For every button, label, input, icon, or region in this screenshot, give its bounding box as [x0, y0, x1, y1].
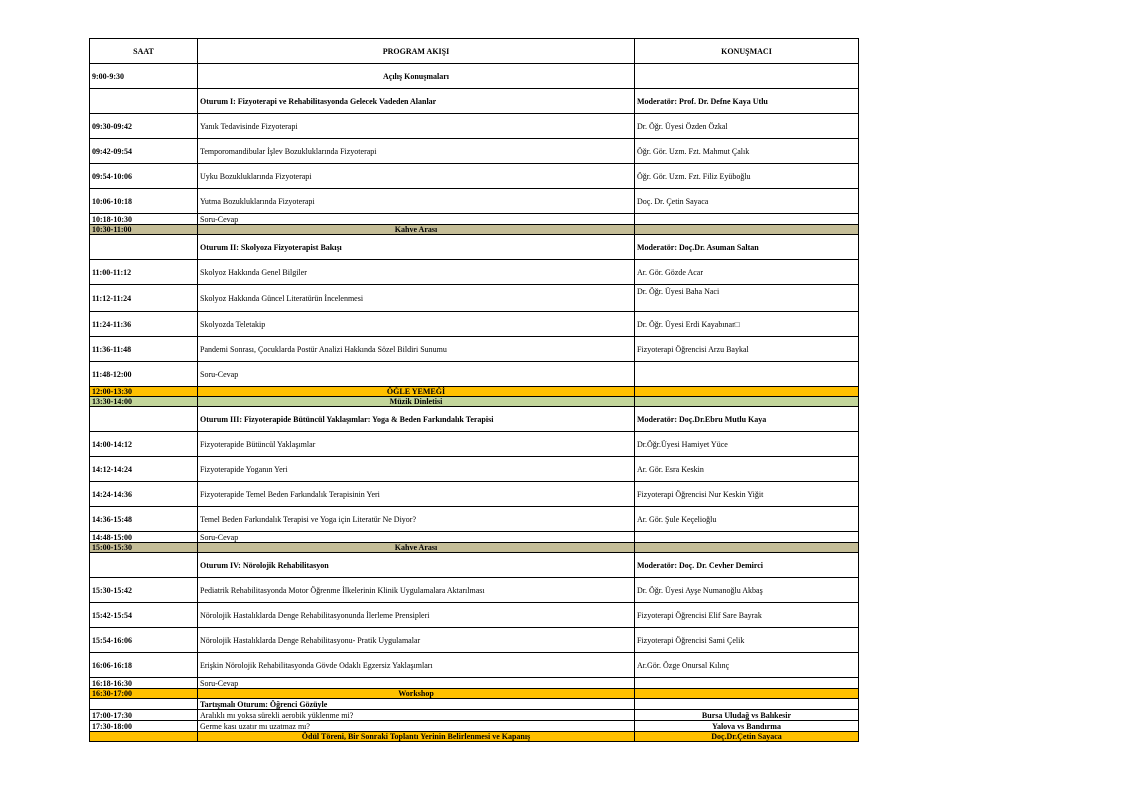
schedule-row	[90, 164, 859, 189]
row-program: Oturum II: Skolyoza Fizyoterapist Bakışı	[198, 235, 635, 260]
schedule-row	[90, 689, 859, 699]
schedule-row	[90, 578, 859, 603]
row-speaker: Ar.Gör. Özge Onursal Kılınç	[635, 653, 859, 678]
row-time: 16:30-17:00	[90, 689, 198, 699]
row-time: 15:30-15:42	[90, 578, 198, 603]
row-program: Ödül Töreni, Bir Sonraki Toplantı Yerinin Belirlenmesi ve Kapanış	[198, 732, 635, 742]
row-program: Temporomandibular İşlev Bozukluklarında Fizyoterapi	[198, 139, 635, 164]
schedule-row	[90, 553, 859, 578]
row-program: Germe kası uzatır mı uzatmaz mı?	[198, 721, 635, 732]
row-time	[90, 89, 198, 114]
schedule-row	[90, 285, 859, 312]
schedule-row	[90, 710, 859, 721]
row-program: Kahve Arası	[198, 225, 635, 235]
schedule-row	[90, 678, 859, 689]
row-speaker	[635, 689, 859, 699]
row-program: Soru-Cevap	[198, 678, 635, 689]
header-program: PROGRAM AKIŞI	[198, 39, 635, 64]
header-time: SAAT	[90, 39, 198, 64]
header-row	[90, 39, 859, 64]
schedule-row	[90, 543, 859, 553]
row-program: Temel Beden Farkındalık Terapisi ve Yoga için Literatür Ne Diyor?	[198, 507, 635, 532]
row-time: 14:24-14:36	[90, 482, 198, 507]
row-time: 11:24-11:36	[90, 312, 198, 337]
row-program: Workshop	[198, 689, 635, 699]
row-program: Skolyozda Teletakip	[198, 312, 635, 337]
row-program: Pandemi Sonrası, Çocuklarda Postür Analizi Hakkında Sözel Bildiri Sunumu	[198, 337, 635, 362]
row-program: Soru-Cevap	[198, 214, 635, 225]
schedule-row	[90, 312, 859, 337]
schedule-row	[90, 362, 859, 387]
row-speaker: Fizyoterapi Öğrencisi Elif Sare Bayrak	[635, 603, 859, 628]
schedule-row	[90, 699, 859, 710]
row-speaker	[635, 543, 859, 553]
row-time: 17:30-18:00	[90, 721, 198, 732]
row-time: 15:42-15:54	[90, 603, 198, 628]
schedule-row	[90, 139, 859, 164]
row-speaker: Dr. Öğr. Üyesi Baha Naci	[635, 285, 859, 312]
row-time: 16:06-16:18	[90, 653, 198, 678]
schedule-row	[90, 457, 859, 482]
row-speaker: Moderatör: Doç. Dr. Cevher Demirci	[635, 553, 859, 578]
row-time	[90, 407, 198, 432]
row-speaker: Fizyoterapi Öğrencisi Sami Çelik	[635, 628, 859, 653]
schedule-row	[90, 89, 859, 114]
row-speaker	[635, 699, 859, 710]
schedule-row	[90, 721, 859, 732]
row-speaker: Fizyoterapi Öğrencisi Nur Keskin Yiğit	[635, 482, 859, 507]
schedule-row	[90, 397, 859, 407]
row-speaker: Dr. Öğr. Üyesi Özden Özkal	[635, 114, 859, 139]
row-program: Aralıklı mı yoksa sürekli aerobik yüklenme mi?	[198, 710, 635, 721]
row-time	[90, 699, 198, 710]
row-program: Pediatrik Rehabilitasyonda Motor Öğrenme İlkelerinin Klinik Uygulamalara Aktarılması	[198, 578, 635, 603]
schedule-row	[90, 189, 859, 214]
schedule-row	[90, 628, 859, 653]
row-program: Müzik Dinletisi	[198, 397, 635, 407]
row-time: 11:36-11:48	[90, 337, 198, 362]
row-program: Skolyoz Hakkında Güncel Literatürün İncelenmesi	[198, 285, 635, 312]
row-speaker: Doç.Dr.Çetin Sayaca	[635, 732, 859, 742]
header-speaker: KONUŞMACI	[635, 39, 859, 64]
row-time: 10:18-10:30	[90, 214, 198, 225]
row-time: 12:00-13:30	[90, 387, 198, 397]
row-speaker: Moderatör: Doç.Dr. Asuman Saltan	[635, 235, 859, 260]
row-time: 09:42-09:54	[90, 139, 198, 164]
row-time: 14:36-15:48	[90, 507, 198, 532]
row-time: 9:00-9:30	[90, 64, 198, 89]
row-speaker: Bursa Uludağ vs Balıkesir	[635, 710, 859, 721]
row-speaker: Moderatör: Doç.Dr.Ebru Mutlu Kaya	[635, 407, 859, 432]
row-speaker: Yalova vs Bandırma	[635, 721, 859, 732]
schedule-row	[90, 603, 859, 628]
row-program: Nörolojik Hastalıklarda Denge Rehabilitasyonu- Pratik Uygulamalar	[198, 628, 635, 653]
row-speaker	[635, 678, 859, 689]
row-time	[90, 553, 198, 578]
row-speaker: Dr. Öğr. Üyesi Erdi Kayabınar□	[635, 312, 859, 337]
schedule-row	[90, 387, 859, 397]
row-time: 14:12-14:24	[90, 457, 198, 482]
schedule-row	[90, 214, 859, 225]
row-speaker	[635, 225, 859, 235]
row-time: 14:48-15:00	[90, 532, 198, 543]
schedule-row	[90, 732, 859, 742]
row-program: Oturum IV: Nörolojik Rehabilitasyon	[198, 553, 635, 578]
row-speaker: Ar. Gör. Gözde Acar	[635, 260, 859, 285]
schedule-row	[90, 507, 859, 532]
row-program: Soru-Cevap	[198, 362, 635, 387]
schedule-row	[90, 482, 859, 507]
row-speaker	[635, 397, 859, 407]
row-speaker	[635, 362, 859, 387]
row-program: Kahve Arası	[198, 543, 635, 553]
schedule-row	[90, 532, 859, 543]
row-speaker: Doç. Dr. Çetin Sayaca	[635, 189, 859, 214]
row-program: Soru-Cevap	[198, 532, 635, 543]
row-program: Skolyoz Hakkında Genel Bilgiler	[198, 260, 635, 285]
row-speaker: Ar. Gör. Şule Keçelioğlu	[635, 507, 859, 532]
row-time	[90, 235, 198, 260]
row-speaker: Moderatör: Prof. Dr. Defne Kaya Utlu	[635, 89, 859, 114]
row-time: 14:00-14:12	[90, 432, 198, 457]
row-program: Yutma Bozukluklarında Fizyoterapi	[198, 189, 635, 214]
schedule-row	[90, 407, 859, 432]
row-time: 11:48-12:00	[90, 362, 198, 387]
row-program: Yanık Tedavisinde Fizyoterapi	[198, 114, 635, 139]
row-speaker: Öğr. Gör. Uzm. Fzt. Filiz Eyüboğlu	[635, 164, 859, 189]
row-program: Açılış Konuşmaları	[198, 64, 635, 89]
row-speaker: Ar. Gör. Esra Keskin	[635, 457, 859, 482]
row-time: 11:12-11:24	[90, 285, 198, 312]
row-speaker	[635, 64, 859, 89]
row-program: Oturum III: Fizyoterapide Bütüncül Yaklaşımlar: Yoga & Beden Farkındalık Terapisi	[198, 407, 635, 432]
schedule-row	[90, 114, 859, 139]
row-time: 15:00-15:30	[90, 543, 198, 553]
row-time: 15:54-16:06	[90, 628, 198, 653]
row-program: ÖĞLE YEMEĞİ	[198, 387, 635, 397]
row-time: 17:00-17:30	[90, 710, 198, 721]
row-time	[90, 732, 198, 742]
schedule-row	[90, 235, 859, 260]
schedule-row	[90, 260, 859, 285]
schedule-row	[90, 64, 859, 89]
row-time: 13:30-14:00	[90, 397, 198, 407]
row-speaker: Dr. Öğr. Üyesi Ayşe Numanoğlu Akbaş	[635, 578, 859, 603]
row-speaker: Dr.Öğr.Üyesi Hamiyet Yüce	[635, 432, 859, 457]
program-schedule-table	[89, 38, 859, 742]
row-speaker	[635, 387, 859, 397]
row-speaker	[635, 532, 859, 543]
row-program: Fizyoterapide Temel Beden Farkındalık Terapisinin Yeri	[198, 482, 635, 507]
schedule-row	[90, 653, 859, 678]
schedule-body	[90, 64, 859, 742]
row-program: Oturum I: Fizyoterapi ve Rehabilitasyonda Gelecek Vadeden Alanlar	[198, 89, 635, 114]
schedule-row	[90, 225, 859, 235]
row-time: 11:00-11:12	[90, 260, 198, 285]
row-speaker: Öğr. Gör. Uzm. Fzt. Mahmut Çalık	[635, 139, 859, 164]
schedule-row	[90, 432, 859, 457]
row-speaker	[635, 214, 859, 225]
row-program: Fizyoterapide Bütüncül Yaklaşımlar	[198, 432, 635, 457]
row-speaker: Fizyoterapi Öğrencisi Arzu Baykal	[635, 337, 859, 362]
row-program: Fizyoterapide Yoganın Yeri	[198, 457, 635, 482]
row-program: Erişkin Nörolojik Rehabilitasyonda Gövde Odaklı Egzersiz Yaklaşımları	[198, 653, 635, 678]
row-time: 10:30-11:00	[90, 225, 198, 235]
row-time: 16:18-16:30	[90, 678, 198, 689]
row-time: 09:30-09:42	[90, 114, 198, 139]
row-program: Tartışmalı Oturum: Öğrenci Gözüyle	[198, 699, 635, 710]
schedule-row	[90, 337, 859, 362]
row-time: 09:54-10:06	[90, 164, 198, 189]
row-time: 10:06-10:18	[90, 189, 198, 214]
row-program: Uyku Bozukluklarında Fizyoterapi	[198, 164, 635, 189]
row-program: Nörolojik Hastalıklarda Denge Rehabilitasyonunda İlerleme Prensipleri	[198, 603, 635, 628]
